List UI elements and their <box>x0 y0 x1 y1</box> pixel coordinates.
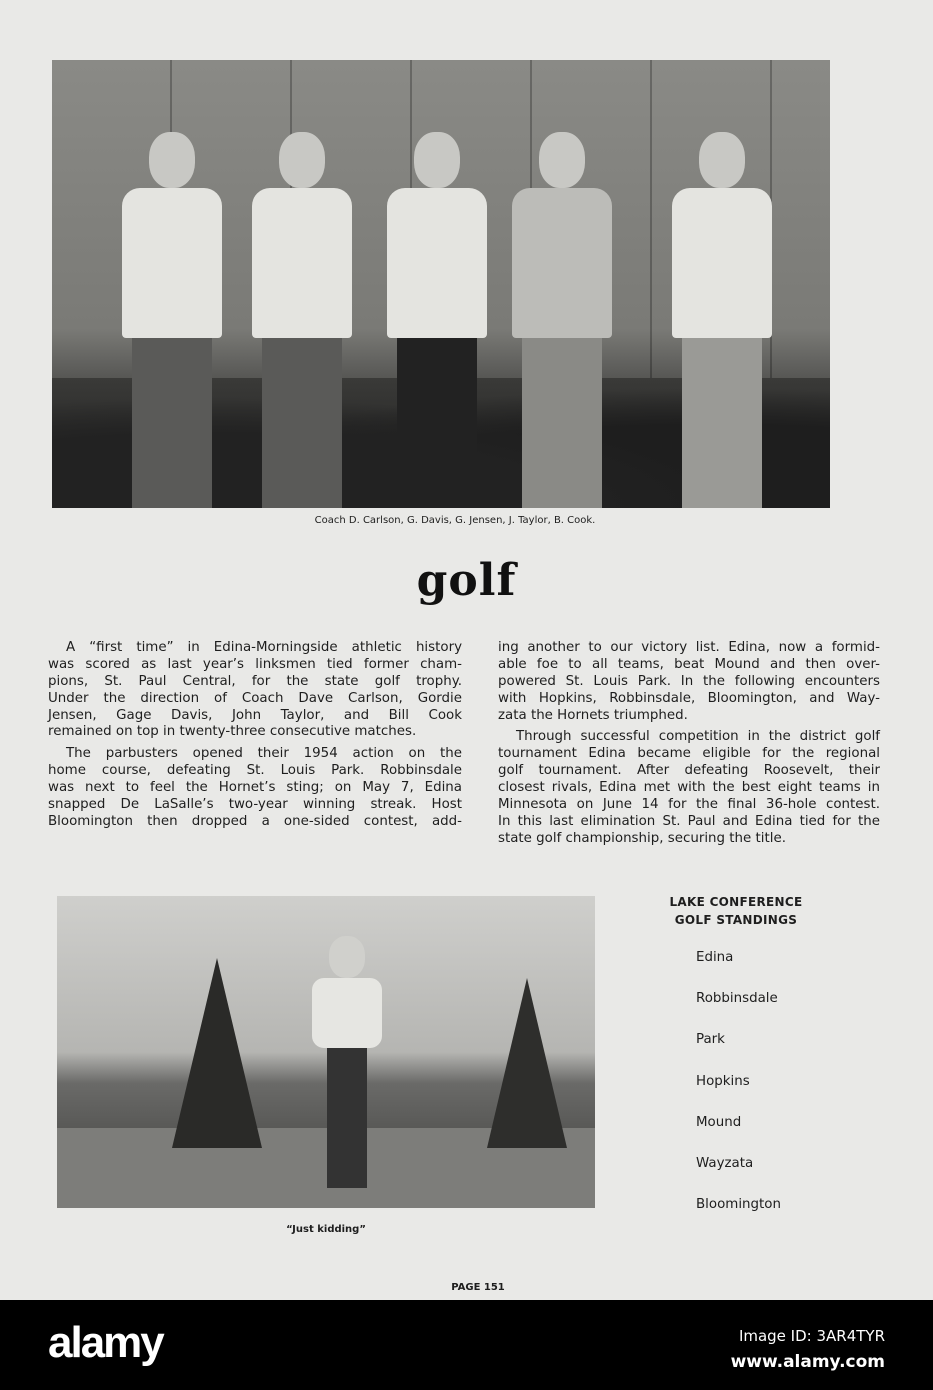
person-figure <box>252 132 352 508</box>
page-number: PAGE 151 <box>451 1282 505 1293</box>
watermark-logo: alamy <box>48 1318 163 1367</box>
article-line: powered St. Louis Park. In the following encounters <box>498 673 880 689</box>
person-figure <box>672 132 772 508</box>
article-line: remained on top in twenty-three consecutive matches. <box>48 724 417 740</box>
standings-heading <box>630 893 842 929</box>
standings-heading-line: LAKE CONFERENCE <box>669 895 803 909</box>
article-line: ing another to our victory list. Edina, now a formid- <box>498 640 880 655</box>
article-left-column <box>48 640 462 831</box>
article-line: state golf championship, securing the title. <box>498 830 786 846</box>
article-line: closest rivals, Edina met with the best eight teams in <box>498 780 880 796</box>
article-line: zata the Hornets triumphed. <box>498 707 688 723</box>
article-line: Under the direction of Coach Dave Carlson, Gordie <box>48 690 462 706</box>
article-line: Minnesota on June 14 for the final 36-hole contest. <box>498 797 880 813</box>
team-photo-caption: Coach D. Carlson, G. Davis, G. Jensen, J. Taylor, B. Cook. <box>314 515 596 526</box>
article-line: A “first time” in Edina-Morningside athletic history <box>66 640 462 655</box>
article-line: was scored as last year’s linksmen tied former cham- <box>48 656 462 672</box>
article-line: The parbusters opened their 1954 action on the <box>66 746 462 762</box>
standings-list <box>696 950 781 1238</box>
article-line: home course, defeating St. Louis Park. Robbinsdale <box>48 763 462 779</box>
article-line: able foe to all teams, beat Mound and then over- <box>498 656 880 672</box>
person-figure <box>512 132 612 508</box>
standings-heading-line: GOLF STANDINGS <box>674 913 798 927</box>
article-line: pions, St. Paul Central, for the state golf trophy. <box>48 673 462 689</box>
article-line: with Hopkins, Robbinsdale, Bloomington, and Way- <box>498 690 880 706</box>
standings-team: Hopkins <box>696 1073 750 1089</box>
watermark-image-id: Image ID: 3AR4TYR <box>738 1327 885 1345</box>
article-line: snapped De LaSalle’s two-year winning streak. Host <box>48 797 462 813</box>
article-right-column <box>498 640 880 848</box>
standings-team: Wayzata <box>696 1155 754 1171</box>
person-figure <box>122 132 222 508</box>
standings-team: Robbinsdale <box>696 991 778 1007</box>
article-line: In this last elimination St. Paul and Edina tied for the <box>498 813 880 829</box>
just-kidding-photo <box>57 896 595 1208</box>
article-line: golf tournament. After defeating Roosevelt, their <box>498 763 880 779</box>
article-line: Through successful competition in the district golf <box>516 729 880 745</box>
watermark-url: www.alamy.com <box>730 1352 885 1372</box>
standings-team: Bloomington <box>696 1197 781 1213</box>
just-kidding-caption: “Just kidding” <box>286 1224 366 1235</box>
standings-team: Mound <box>696 1114 742 1130</box>
person-figure <box>387 132 487 508</box>
team-photo <box>52 60 830 508</box>
standings-team: Edina <box>696 950 734 965</box>
watermark-bar <box>0 1300 933 1390</box>
article-line: Bloomington then dropped a one-sided contest, add- <box>48 813 462 829</box>
article-line: was next to feel the Hornet’s sting; on May 7, Edina <box>48 780 462 796</box>
standings-team: Park <box>696 1032 725 1048</box>
article-line: tournament Edina became eligible for the regional <box>498 746 880 762</box>
page-title: golf <box>416 555 517 606</box>
article-line: Jensen, Gage Davis, John Taylor, and Bill Cook <box>48 707 462 723</box>
